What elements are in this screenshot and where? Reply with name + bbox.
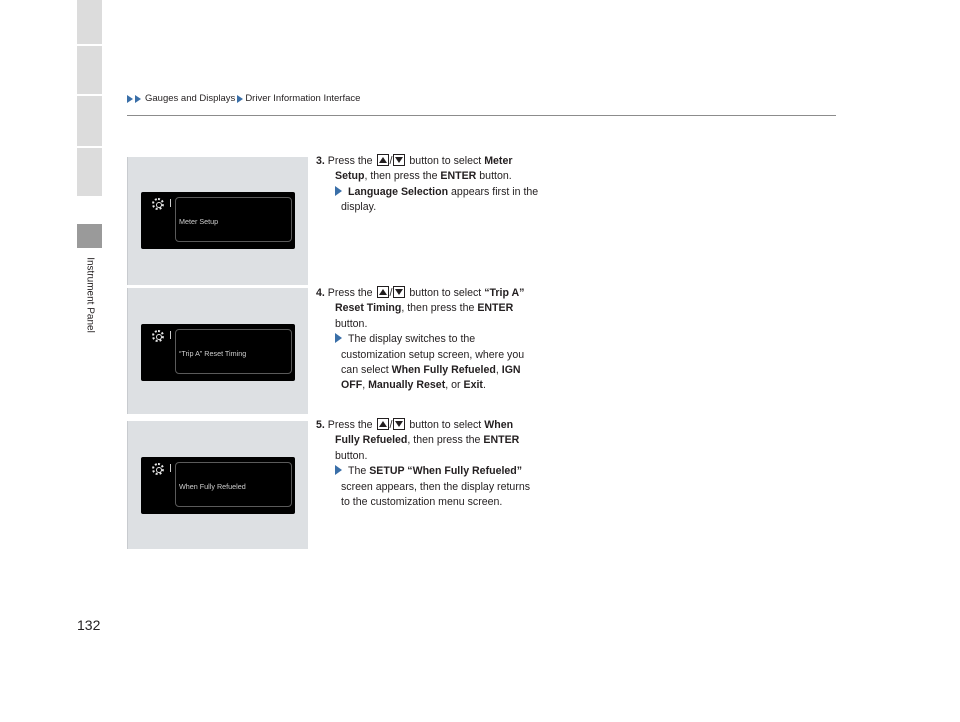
screen-panel-2: [127, 288, 308, 414]
screen-label: When Fully Refueled: [179, 482, 246, 491]
divider: [170, 199, 171, 207]
screen-panel-3: [127, 421, 308, 549]
gear-icon: [152, 198, 164, 210]
menu-field: [175, 462, 292, 507]
screen-label: “Trip A” Reset Timing: [179, 349, 247, 358]
gear-icon: [152, 330, 164, 342]
step-4: 4. Press the / button to select “Trip A” Reset Timing, then press the ENTER button. The display switches to the customization setup screen, where you can select When Fully Refueled, IGN OFF, Manually Reset, or Exit.: [316, 287, 525, 392]
result-arrow-icon: [335, 465, 342, 475]
breadcrumb-item[interactable]: Gauges and Displays: [145, 93, 236, 104]
down-button-icon: [393, 286, 405, 298]
page-number: 132: [77, 617, 101, 633]
sidetab-1: [77, 0, 102, 44]
sidetab-3: [77, 96, 102, 146]
up-button-icon: [377, 286, 389, 298]
breadcrumb-arrow-icon: [237, 95, 243, 103]
section-label: Instrument Panel: [84, 257, 96, 333]
breadcrumb-arrow-icon: [127, 95, 133, 103]
sidetab-active: [77, 224, 102, 248]
result-arrow-icon: [335, 186, 342, 196]
down-button-icon: [393, 418, 405, 430]
screen-panel-1: [127, 157, 308, 285]
screen-label: Meter Setup: [179, 217, 219, 226]
gear-icon: [152, 463, 164, 475]
divider: [170, 464, 171, 472]
sidetab-4: [77, 148, 102, 196]
step-5: 5. Press the / button to select When Fully Refueled, then press the ENTER button. The SETUP “When Fully Refueled” screen appears, then the display returns to the customization menu screen.: [316, 419, 531, 509]
menu-field: [175, 197, 292, 242]
sidetab-2: [77, 46, 102, 94]
result-arrow-icon: [335, 333, 342, 343]
up-button-icon: [377, 418, 389, 430]
display-screen: [141, 192, 295, 249]
menu-field: [175, 329, 292, 374]
up-button-icon: [377, 154, 389, 166]
display-screen: [141, 457, 295, 514]
breadcrumb: [127, 93, 360, 104]
display-screen: [141, 324, 295, 381]
down-button-icon: [393, 154, 405, 166]
header-rule: [127, 115, 836, 116]
divider: [170, 331, 171, 339]
step-3: 3. Press the / button to select Meter Setup, then press the ENTER button. Language Selection appears first in the display.: [316, 155, 539, 214]
breadcrumb-item[interactable]: Driver Information Interface: [245, 93, 361, 104]
breadcrumb-arrow-icon: [135, 95, 141, 103]
